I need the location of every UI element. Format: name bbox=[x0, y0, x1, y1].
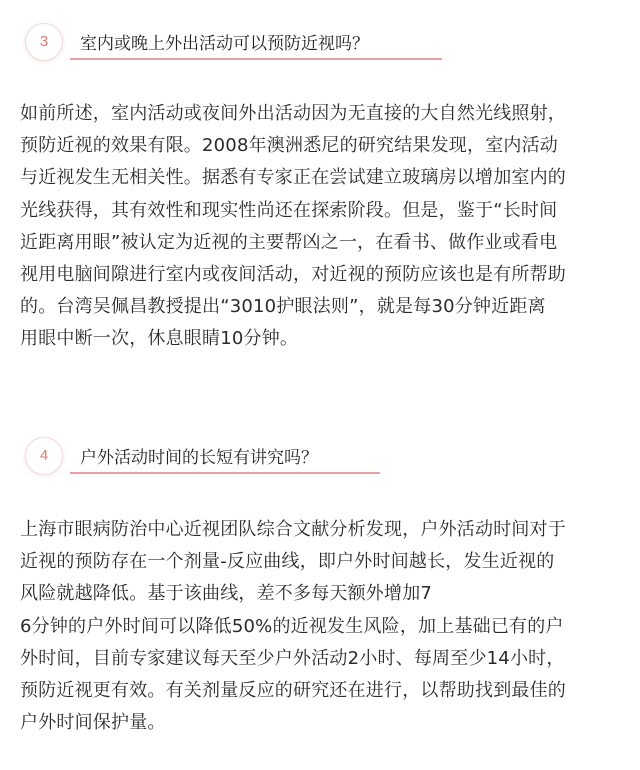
section-4-paragraph bbox=[20, 514, 624, 739]
title-underline bbox=[70, 472, 380, 474]
section-number-badge: 3 bbox=[26, 24, 62, 60]
paragraph-line: 如前所述，室内活动或夜间外出活动因为无直接的大自然光线照射， bbox=[20, 103, 566, 124]
section-3-heading bbox=[26, 24, 446, 64]
paragraph-line: 预防近视更有效。有关剂量反应的研究还在进行，以帮助找到最佳的 bbox=[20, 680, 566, 702]
section-number-badge: 4 bbox=[26, 438, 62, 474]
section-title: 室内或晚上外出活动可以预防近视吗？ bbox=[80, 34, 369, 54]
paragraph-line: 与近视发生无相关性。据悉有专家正在尝试建立玻璃房以增加室内的 bbox=[20, 167, 566, 189]
paragraph-line: 上海市眼病防治中心近视团队综合文献分析发现，户外活动时间对于 bbox=[20, 519, 566, 540]
section-4-heading bbox=[26, 438, 446, 478]
paragraph-line: 的。台湾吴佩昌教授提出“3010护眼法则”，就是每30分钟近距离 bbox=[20, 296, 546, 318]
paragraph-line: 近距离用眼”被认定为近视的主要帮凶之一，在看书、做作业或看电 bbox=[20, 231, 558, 253]
paragraph-line: 用眼中断一次，休息眼睛10分钟。 bbox=[20, 328, 299, 350]
section-title: 户外活动时间的长短有讲究吗？ bbox=[80, 448, 318, 468]
paragraph-line: 光线获得，其有效性和现实性尚还在探索阶段。但是，鉴于“长时间 bbox=[20, 199, 558, 221]
title-underline bbox=[70, 58, 442, 60]
paragraph-line: 近视的预防存在一个剂量-反应曲线，即户外时间越长，发生近视的 bbox=[20, 551, 555, 573]
paragraph-line: 预防近视的效果有限。2008年澳洲悉尼的研究结果发现，室内活动 bbox=[20, 135, 559, 157]
section-3-paragraph bbox=[20, 98, 624, 356]
paragraph-line: 户外时间保护量。 bbox=[20, 712, 166, 734]
paragraph-line: 外时间，目前专家建议每天至少户外活动2小时、每周至少14小时， bbox=[20, 647, 565, 669]
paragraph-line: 风险就越降低。基于该曲线，差不多每天额外增加7 bbox=[20, 583, 433, 605]
paragraph-line: 6分钟的户外时间可以降低50%的近视发生风险，加上基础已有的户 bbox=[20, 615, 564, 637]
paragraph-line: 视用电脑间隙进行室内或夜间活动，对近视的预防应该也是有所帮助 bbox=[20, 264, 566, 286]
